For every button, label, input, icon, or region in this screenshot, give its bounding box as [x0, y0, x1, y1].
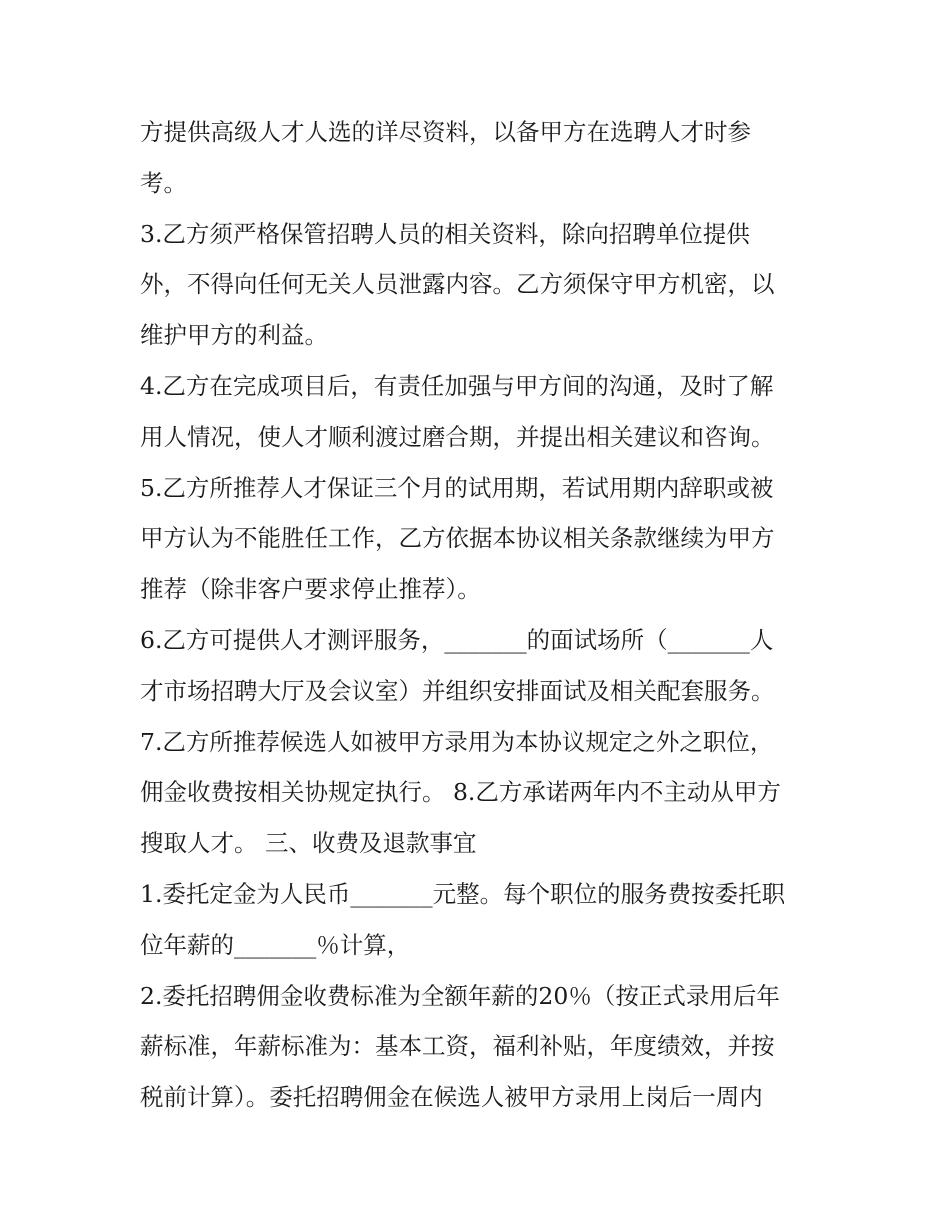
text-line: 2.委托招聘佣金收费标准为全额年薪的20％（按正式录用后年 — [140, 981, 780, 1010]
text-line: 6.乙方可提供人才测评服务，_______的面试场所（_______人 — [140, 625, 774, 654]
text-line: 用人情况，使人才顺利渡过磨合期，并提出相关建议和咨询。 — [140, 422, 775, 451]
text-line: 5.乙方所推荐人才保证三个月的试用期，若试用期内辞职或被 — [140, 473, 774, 502]
text-line: 方提供高级人才人选的详尽资料，以备甲方在选聘人才时参 — [140, 118, 751, 146]
document-body — [140, 107, 820, 1123]
text-line: 搜取人才。 三、收费及退款事宜 — [140, 829, 477, 858]
text-line: 甲方认为不能胜任工作，乙方依据本协议相关条款继续为甲方 — [140, 524, 775, 553]
text-line: 推荐（除非客户要求停止推荐）。 — [140, 575, 481, 604]
text-line: 位年薪的_______％计算， — [140, 930, 411, 959]
text-line: 才市场招聘大厅及会议室）并组织安排面试及相关配套服务。 — [140, 676, 775, 705]
text-line: 外，不得向任何无关人员泄露内容。乙方须保守甲方机密，以 — [140, 270, 775, 299]
text-line: 薪标准，年薪标准为：基本工资，福利补贴，年度绩效，并按 — [140, 1032, 775, 1061]
text-line: 维护甲方的利益。 — [140, 321, 328, 350]
text-line: 7.乙方所推荐候选人如被甲方录用为本协议规定之外之职位， — [140, 727, 774, 756]
text-line: 1.委托定金为人民币_______元整。每个职位的服务费按委托职 — [140, 879, 786, 908]
text-line: 考。 — [140, 168, 187, 197]
text-line: 4.乙方在完成项目后，有责任加强与甲方间的沟通，及时了解 — [140, 371, 774, 400]
text-line: 税前计算）。委托招聘佣金在候选人被甲方录用上岗后一周内 — [140, 1083, 763, 1112]
text-line: 佣金收费按相关协规定执行。 8.乙方承诺两年内不主动从甲方 — [140, 778, 781, 807]
text-line: 3.乙方须严格保管招聘人员的相关资料，除向招聘单位提供 — [140, 219, 750, 248]
